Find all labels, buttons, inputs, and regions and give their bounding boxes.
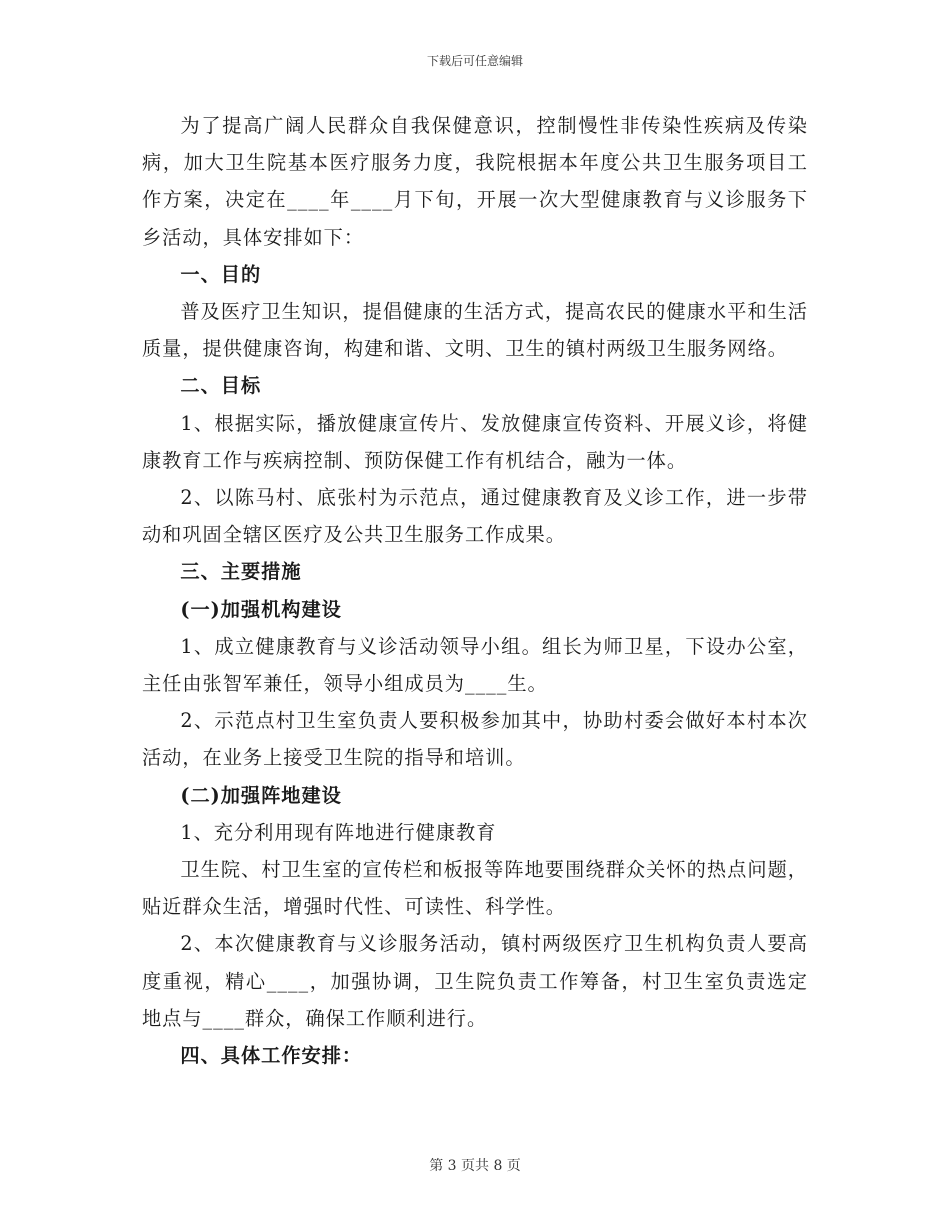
venue-item-1: 1、充分利用现有阵地进行健康教育 xyxy=(180,820,497,844)
section-heading-goals: 二、目标 xyxy=(180,374,262,398)
venue-paragraph: 卫生院、村卫生室的宣传栏和板报等阵地要围绕群众关怀的热点问题，贴近群众生活，增强时代性、可读性、科学性。 xyxy=(142,858,808,919)
subsection-heading-venue: (二)加强阵地建设 xyxy=(180,783,342,807)
organization-item-2: 2、示范点村卫生室负责人要积极参加其中，协助村委会做好本村本次活动，在业务上接受卫生院的指导和培训。 xyxy=(142,709,808,770)
purpose-paragraph: 普及医疗卫生知识，提倡健康的生活方式，提高农民的健康水平和生活质量，提供健康咨询，构建和谐、文明、卫生的镇村两级卫生服务网络。 xyxy=(142,300,808,361)
page-footer: 第 3 页共 8 页 xyxy=(429,1158,521,1174)
section-heading-schedule: 四、具体工作安排： xyxy=(180,1044,363,1068)
venue-item-2: 2、本次健康教育与义诊服务活动，镇村两级医疗卫生机构负责人要高度重视，精心____，加强协调，卫生院负责工作筹备，村卫生室负责选定地点与____群众，确保工作顺利进行。 xyxy=(142,932,808,1030)
goal-item-2: 2、以陈马村、底张村为示范点，通过健康教育及义诊工作，进一步带动和巩固全辖区医疗及公共卫生服务工作成果。 xyxy=(142,486,808,547)
section-heading-purpose: 一、目的 xyxy=(180,262,262,286)
organization-item-1: 1、成立健康教育与义诊活动领导小组。组长为师卫星，下设办公室，主任由张智军兼任，领导小组成员为____生。 xyxy=(142,634,808,696)
section-heading-measures: 三、主要措施 xyxy=(180,560,302,584)
document-body xyxy=(142,107,808,1074)
goal-item-1: 1、根据实际，播放健康宣传片、发放健康宣传资料、开展义诊，将健康教育工作与疾病控制、预防保健工作有机结合，融为一体。 xyxy=(142,411,808,472)
subsection-heading-organization: (一)加强机构建设 xyxy=(180,597,342,621)
page-header: 下载后可任意编辑 xyxy=(426,54,523,68)
intro-paragraph: 为了提高广阔人民群众自我保健意识，控制慢性非传染性疾病及传染病，加大卫生院基本医疗服务力度，我院根据本年度公共卫生服务项目工作方案，决定在____年____月下旬，开展一次大型健康教育与义诊服务下乡活动，具体安排如下： xyxy=(142,114,808,249)
